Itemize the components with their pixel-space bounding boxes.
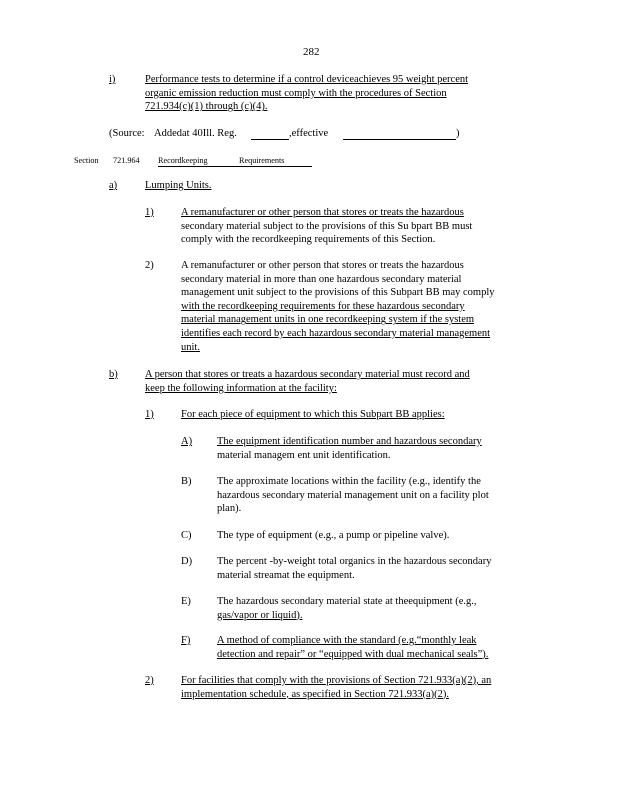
source-blank-1 bbox=[251, 139, 289, 140]
source-text: Addedat 40Ill. Reg. bbox=[154, 128, 237, 139]
item-i-line: Performance tests to determine if a control deviceachieves 95 weight percent bbox=[145, 74, 469, 85]
item-a-heading: Lumping Units. bbox=[145, 180, 212, 191]
item-a2-line: management unit subject to the provisions of this Subpart BB may comply bbox=[181, 287, 495, 299]
item-a2-label: 2) bbox=[145, 260, 154, 271]
item-b1C-label: C) bbox=[181, 530, 192, 541]
item-b2-line: For facilities that comply with the provisions of Section 721.933(a)(2), an bbox=[181, 675, 492, 686]
item-a2-line: unit. bbox=[181, 341, 200, 353]
item-b1C-line: The type of equipment (e.g., a pump or pipeline valve). bbox=[217, 530, 450, 541]
source-close: ) bbox=[456, 128, 460, 139]
item-b1D-text bbox=[217, 555, 520, 582]
item-i-line: organic emission reduction must comply with the procedures of Section bbox=[145, 87, 447, 99]
item-a1-text bbox=[181, 206, 511, 247]
item-b1D-label: D) bbox=[181, 556, 193, 567]
item-b1B-text bbox=[217, 475, 528, 516]
item-i-text bbox=[145, 73, 517, 114]
item-b-label: b) bbox=[109, 369, 118, 380]
item-b1B-line: plan). bbox=[217, 503, 242, 515]
item-a2-line: identifies each record by each hazardous secondary material management bbox=[181, 327, 491, 339]
item-b2-label: 2) bbox=[145, 675, 154, 686]
item-b-text bbox=[145, 368, 517, 395]
item-a-label: a) bbox=[109, 180, 118, 191]
section-title-underline bbox=[158, 166, 312, 167]
source-open: (Source: bbox=[109, 128, 145, 139]
item-i-line: 721.934(c)(1) through (c)(4). bbox=[145, 101, 268, 113]
item-b1E-label: E) bbox=[181, 596, 191, 607]
item-a1-line: comply with the recordkeeping requirements of this Section. bbox=[181, 234, 436, 246]
item-b2-line: implementation schedule, as specified in Section 721.933(a)(2). bbox=[181, 688, 449, 700]
item-a2-line: A remanufacturer or other person that stores or treats the hazardous bbox=[181, 260, 464, 271]
item-b1B-line: The approximate locations within the facility (e.g., identify the bbox=[217, 476, 481, 487]
section-title-1: Recordkeeping bbox=[158, 156, 208, 165]
section-title-2: Requirements bbox=[239, 156, 285, 165]
item-a2-line: with the recordkeeping requirements for these hazardous secondary bbox=[181, 300, 465, 312]
item-a1-label: 1) bbox=[145, 207, 154, 218]
item-b1D-line: The percent -by-weight total organics in the hazardous secondary bbox=[217, 556, 492, 567]
item-b-line: A person that stores or treats a hazardous secondary material must record and bbox=[145, 369, 470, 380]
source-effective: ,effective bbox=[289, 128, 329, 139]
item-a2-line: material management units in one recordkeeping system if the system bbox=[181, 314, 475, 326]
item-b1E-line: The hazardous secondary material state at theequipment (e.g., bbox=[217, 596, 477, 607]
item-a1-line: secondary material subject to the provisions of this Su bpart BB must bbox=[181, 220, 473, 232]
item-b1F-label: F) bbox=[181, 635, 191, 646]
page-number: 282 bbox=[303, 46, 320, 58]
item-b1-label: 1) bbox=[145, 409, 154, 420]
item-b1-text: For each piece of equipment to which this Subpart BB applies: bbox=[181, 409, 445, 420]
item-b1F-text bbox=[217, 634, 529, 661]
section-label: Section bbox=[74, 156, 99, 165]
item-b1A-line: The equipment identification number and hazardous secondary bbox=[217, 436, 482, 447]
item-b1A-label: A) bbox=[181, 436, 193, 447]
item-b1E-text bbox=[217, 595, 510, 622]
item-a2-text bbox=[181, 259, 537, 354]
item-b1F-line: A method of compliance with the standard (e.g.“monthly leak bbox=[217, 635, 477, 646]
item-b1E-line: gas/vapor or liquid). bbox=[217, 609, 303, 621]
item-i-label: i) bbox=[109, 74, 116, 85]
item-b2-text bbox=[181, 674, 538, 701]
item-a2-line: secondary material in more than one hazardous secondary material bbox=[181, 273, 462, 285]
item-b1A-text bbox=[217, 435, 517, 462]
item-b-line: keep the following information at the facility: bbox=[145, 382, 337, 394]
item-b1A-line: material managem ent unit identification. bbox=[217, 449, 391, 461]
item-a1-line: A remanufacturer or other person that stores or treats the hazardous bbox=[181, 207, 464, 218]
item-b1B-line: hazardous secondary material management unit on a facility plot bbox=[217, 489, 489, 501]
section-number: 721.964 bbox=[113, 156, 140, 165]
source-blank-2 bbox=[343, 139, 456, 140]
item-b1B-label: B) bbox=[181, 476, 192, 487]
item-b1D-line: material streamat the equipment. bbox=[217, 569, 355, 581]
item-b1F-line: detection and repair” or “equipped with dual mechanical seals”). bbox=[217, 648, 489, 660]
